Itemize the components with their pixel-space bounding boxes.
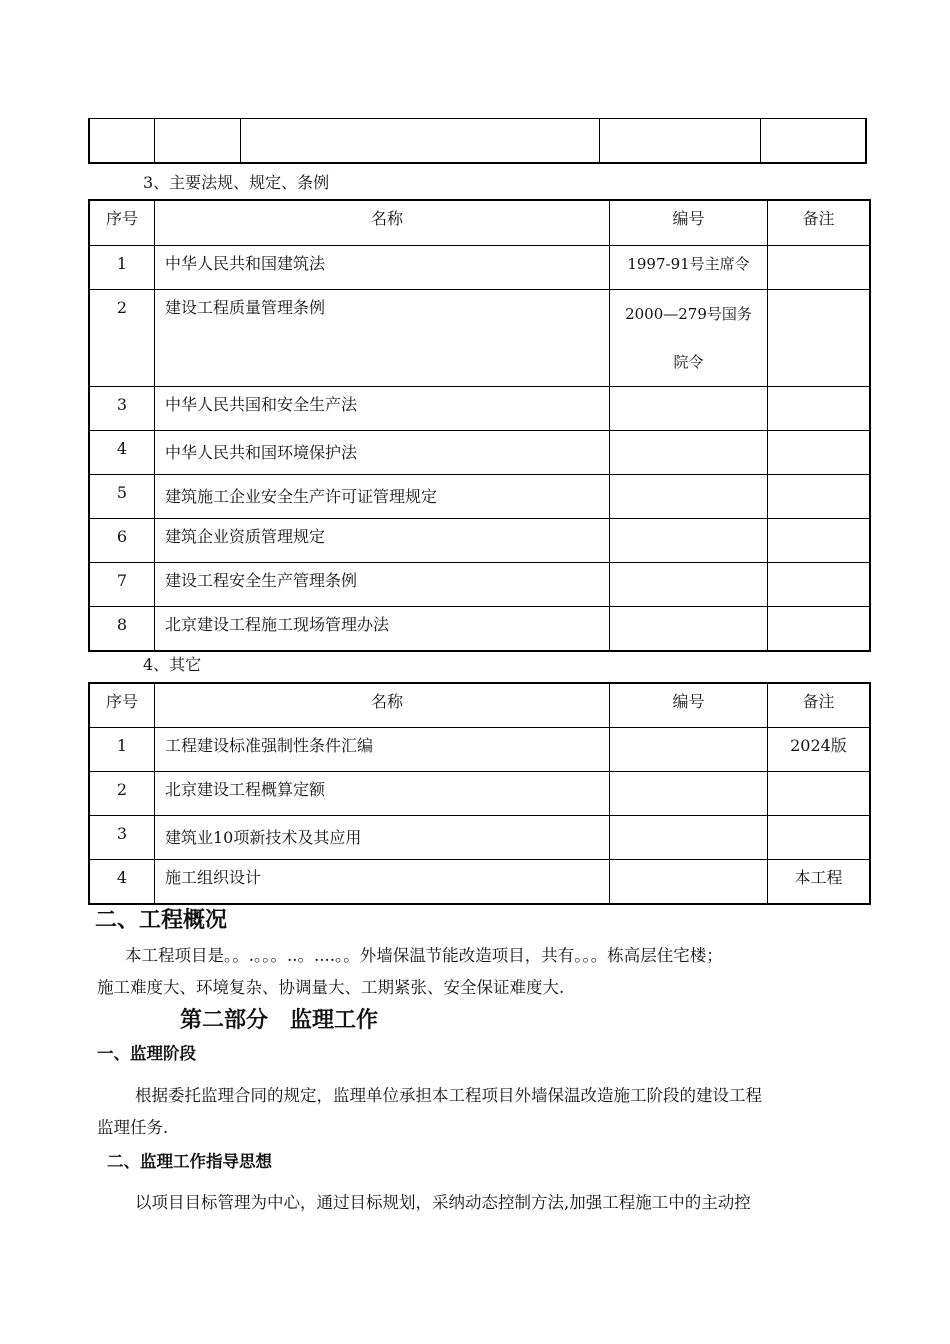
table-cell [89,562,155,606]
cell-text: 工程建设标准强制性条件汇编 [165,735,374,755]
header-code [610,200,768,245]
cell-text [610,519,767,527]
cell-text: 编号 [672,692,705,711]
table-header-row [89,200,870,245]
table-cell [768,859,871,904]
cell-text: 中华人民共和国环境保护法 [165,442,358,462]
table-cell [768,245,871,289]
table-cell [610,386,768,430]
cell-text: 2 [116,297,128,317]
cell-text: 施工组织设计 [165,867,262,887]
cell-text: 1 [116,253,128,273]
table-cell [768,606,871,651]
table-row [89,245,870,289]
table-cell [89,518,155,562]
cell-text: 2024版 [790,735,847,755]
table-cell [155,815,610,859]
table-header-row [89,683,870,727]
table-divider [760,119,761,162]
table-cell [610,245,768,289]
table-cell [610,562,768,606]
table-cell [768,771,871,815]
cell-text [768,431,869,439]
cell-text [768,607,869,615]
overview-line-2: 施工难度大、环境复杂、协调量大、工期紧张、安全保证难度大. [97,978,565,997]
cell-text: 6 [116,526,128,546]
table-cell [155,245,610,289]
cell-text: 中华人民共和国建筑法 [165,253,326,273]
cell-text: 建设工程质量管理条例 [165,297,326,317]
table-cell [610,859,768,904]
header-note [768,683,871,727]
cell-text: 3 [116,394,128,414]
cell-text: 北京建设工程概算定额 [165,779,326,799]
table-row [89,289,870,386]
cell-text [610,607,767,615]
cell-text: 北京建设工程施工现场管理办法 [165,614,390,634]
cell-text [610,387,767,395]
section4-label: 4、其它 [143,655,202,674]
table-cell [155,727,610,771]
cell-text [768,246,869,254]
cell-text: 5 [116,482,128,502]
cell-text: 建筑业10项新技术及其应用 [165,827,362,847]
table-cell [610,430,768,474]
header-name [155,200,610,245]
subheading-guiding-principle: 二、监理工作指导思想 [107,1152,272,1171]
table-divider [240,119,241,162]
table-row [89,859,870,904]
cell-text: 2000—279号国务院令 [625,304,752,371]
cell-text: 1 [116,735,128,755]
cell-text [768,816,869,824]
cell-text [768,563,869,571]
table-divider [154,119,155,162]
cell-text: 8 [116,614,128,634]
table-cell [768,474,871,518]
cell-text [768,475,869,483]
regulations-table [88,199,871,652]
cell-text: 序号 [105,209,138,228]
table-cell [89,430,155,474]
table-row [89,815,870,859]
cell-text [768,772,869,780]
subheading-supervision-stage: 一、监理阶段 [97,1044,196,1063]
table-row [89,430,870,474]
table-cell [610,474,768,518]
table-cell [768,430,871,474]
table-cell [89,245,155,289]
table-cell [155,859,610,904]
table-row [89,727,870,771]
table-cell [768,386,871,430]
cell-text [610,475,767,483]
cell-text: 7 [116,570,128,590]
header-code [610,683,768,727]
cell-text: 名称 [370,692,403,711]
cell-text [768,519,869,527]
table-cell [610,606,768,651]
table-cell [768,815,871,859]
header-no [89,683,155,727]
table-cell [89,727,155,771]
cell-text: 建设工程安全生产管理条例 [165,570,358,590]
continued-table [88,118,867,164]
table-row [89,518,870,562]
table-cell [768,289,871,386]
cell-text: 4 [116,867,128,887]
section3-label: 3、主要法规、规定、条例 [143,173,330,192]
table-cell [610,289,768,386]
table-cell [155,386,610,430]
table-cell [155,606,610,651]
table-cell [155,430,610,474]
table-row [89,771,870,815]
overview-line-1: 本工程项目是。。.。。。..。....。。外墙保温节能改造项目，共有。。。栋高层住宅楼； [125,946,723,965]
cell-text [610,431,767,439]
table-cell [155,562,610,606]
table-cell [610,771,768,815]
cell-text [610,728,767,736]
header-no [89,200,155,245]
table-cell [610,815,768,859]
table-cell [768,518,871,562]
other-references-table [88,682,871,905]
cell-text [768,290,869,298]
table-cell [155,771,610,815]
table-cell [768,727,871,771]
guiding-principle-line: 以项目目标管理为中心，通过目标规划，采纳动态控制方法,加强工程施工中的主动控 [135,1193,751,1212]
cell-text: 中华人民共国和安全生产法 [165,394,358,414]
cell-text: 4 [116,438,128,458]
table-row [89,386,870,430]
table-divider [599,119,600,162]
table-cell [610,727,768,771]
cell-text [610,860,767,868]
table-cell [89,771,155,815]
table-row [89,606,870,651]
table-cell [89,815,155,859]
table-cell [89,474,155,518]
part2-title: 第二部分 监理工作 [180,1008,379,1033]
table-cell [768,562,871,606]
table-cell [155,474,610,518]
cell-text [610,816,767,824]
cell-text: 建筑企业资质管理规定 [165,526,326,546]
cell-text [610,563,767,571]
cell-text [610,772,767,780]
table-cell [155,289,610,386]
table-cell [89,606,155,651]
header-name [155,683,610,727]
cell-text: 建筑施工企业安全生产许可证管理规定 [165,486,438,506]
overview-heading: 二、工程概况 [95,908,228,933]
cell-text: 备注 [802,209,835,228]
table-cell [610,518,768,562]
table-row [89,474,870,518]
cell-text: 1997-91号主席令 [627,254,750,273]
header-note [768,200,871,245]
supervision-stage-line-1: 根据委托监理合同的规定，监理单位承担本工程项目外墙保温改造施工阶段的建设工程 [135,1086,762,1105]
cell-text: 序号 [105,692,138,711]
cell-text: 备注 [802,692,835,711]
cell-text: 编号 [672,209,705,228]
cell-text: 3 [116,823,128,843]
table-cell [155,518,610,562]
table-cell [89,386,155,430]
cell-text: 2 [116,779,128,799]
supervision-stage-line-2: 监理任务. [97,1118,169,1137]
cell-text: 本工程 [794,867,843,887]
table-cell [89,289,155,386]
cell-text: 名称 [370,209,403,228]
cell-text [768,387,869,395]
table-row [89,562,870,606]
table-cell [89,859,155,904]
